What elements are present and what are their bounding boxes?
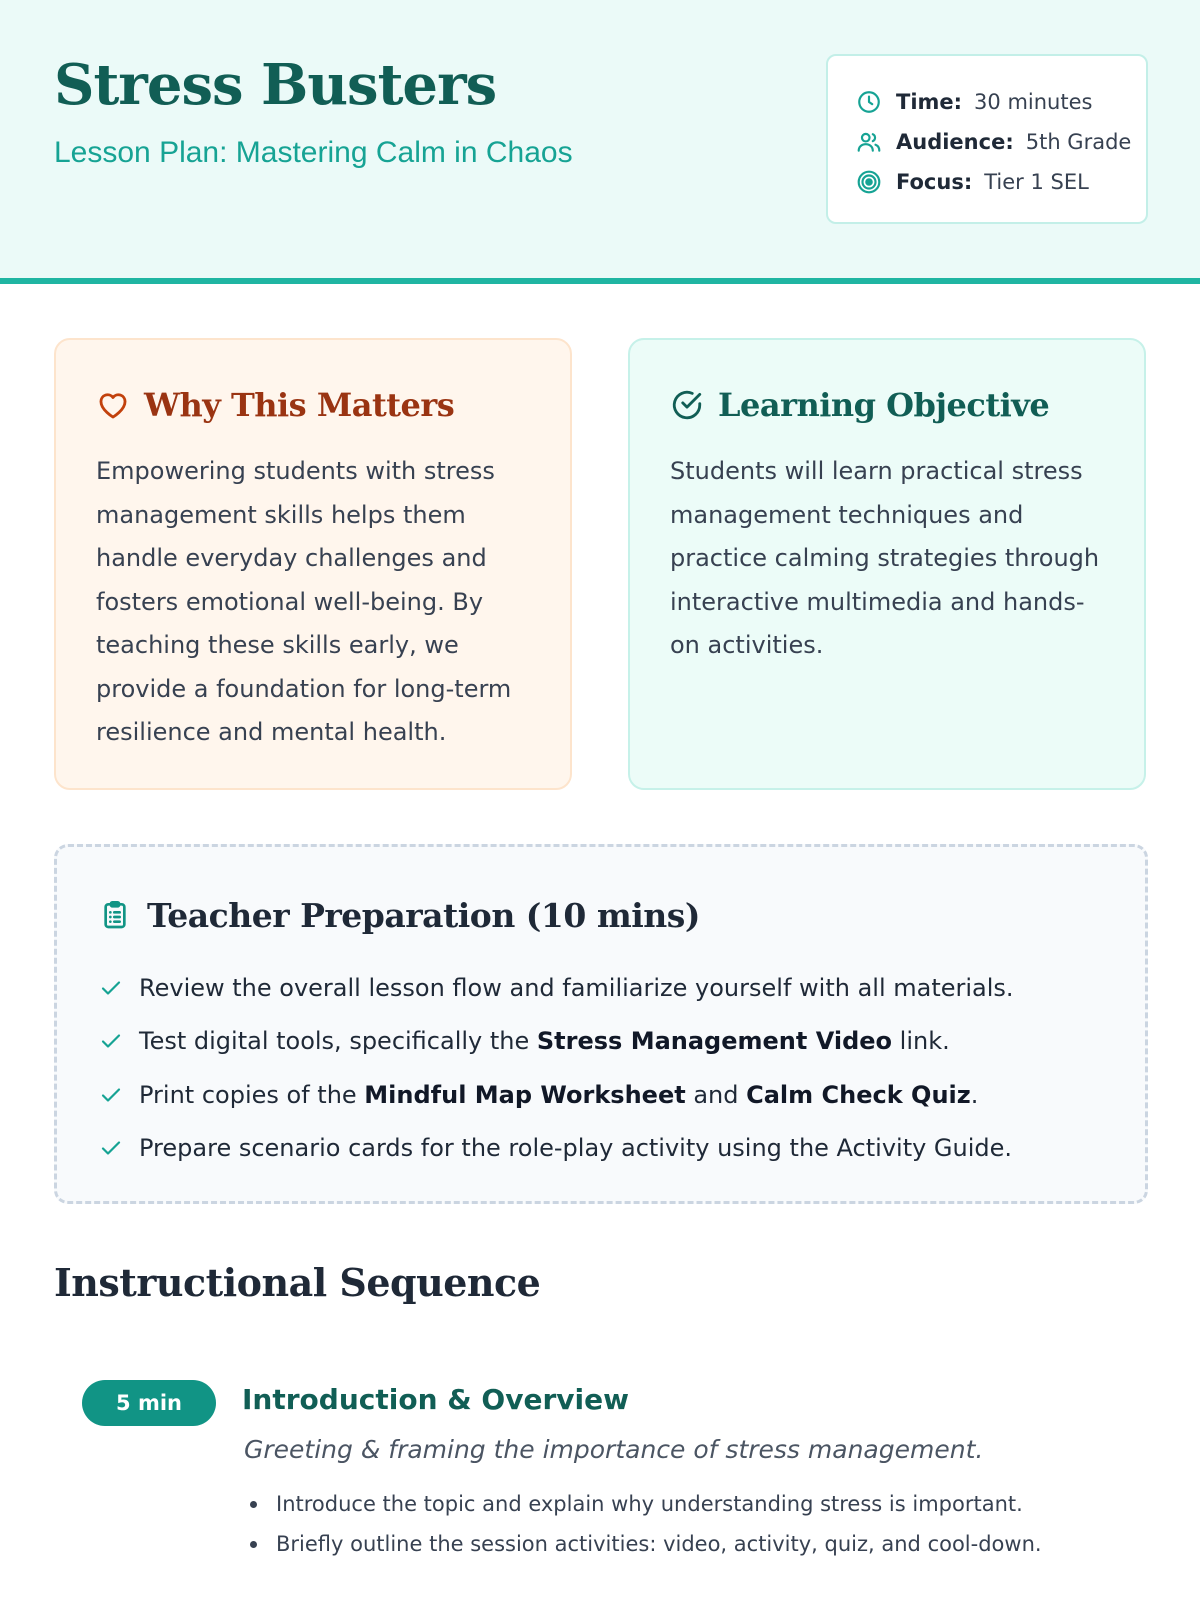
why-card-body: Empowering students with stress management skills helps them handle everyday challenges and fosters emotional well-being. By teaching these skills early, we provide a foundation for long-term resilience and mental health. [96,457,512,746]
objective-card-body: Students will learn practical stress management techniques and practice calming strategies through interactive multimedia and hands-on activities. [670,457,1100,659]
lesson-meta-box [826,54,1148,224]
meta-time-label: Time: [896,90,963,114]
quiz-name: Calm Check Quiz [746,1080,971,1109]
why-card-title: Why This Matters [144,386,455,424]
clipboard-icon [99,899,131,931]
prep-item [99,1122,1145,1176]
prep-item-text: Test digital tools, specifically the Stress Management Video link. [139,1027,950,1056]
step-bullet-list [248,1484,1042,1564]
meta-focus [856,162,1146,202]
page-title: Stress Busters [54,52,497,118]
objective-card-title: Learning Objective [718,386,1050,424]
stress-video-link-text: Stress Management Video [536,1027,893,1056]
check-circle-icon [670,388,704,422]
users-icon [856,129,882,155]
why-this-matters-card [54,338,572,790]
meta-time-value: 30 minutes [974,90,1093,114]
prep-item [99,1068,1145,1122]
prep-item [99,961,1145,1015]
objective-card-header [670,380,1104,430]
prep-item-text: Review the overall lesson flow and familiarize yourself with all materials. [139,973,1014,1002]
teacher-preparation-box [54,844,1148,1204]
target-icon [856,169,882,195]
meta-focus-label: Focus: [896,170,973,194]
check-icon [99,1083,123,1107]
why-card-header [96,380,530,430]
lesson-header [0,0,1200,284]
meta-audience-value: 5th Grade [1025,130,1132,154]
prep-item-text: Prepare scenario cards for the role-play activity using the Activity Guide. [139,1134,1013,1163]
meta-audience [856,122,1146,162]
step-bullet: Introduce the topic and explain why understanding stress is important. [248,1484,1042,1524]
meta-time [856,82,1146,122]
step-description: Greeting & framing the importance of stress management. [244,1435,984,1464]
instructional-sequence-title: Instructional Sequence [54,1260,541,1305]
prep-item-text: Print copies of the Mindful Map Worksheet and Calm Check Quiz. [139,1080,979,1109]
prep-title: Teacher Preparation (10 mins) [147,895,700,935]
prep-item [99,1015,1145,1069]
meta-focus-value: Tier 1 SEL [984,170,1089,194]
step-bullet: Briefly outline the session activities: video, activity, quiz, and cool-down. [248,1524,1042,1564]
worksheet-name: Mindful Map Worksheet [364,1080,686,1109]
check-icon [99,1136,123,1160]
clock-icon [856,89,882,115]
check-icon [99,1029,123,1053]
page-subtitle: Lesson Plan: Mastering Calm in Chaos [54,136,573,169]
prep-checklist [99,961,1145,1175]
learning-objective-card [628,338,1146,790]
step-duration-badge: 5 min [82,1380,216,1426]
heart-icon [96,388,130,422]
step-title: Introduction & Overview [242,1383,629,1416]
prep-header [99,891,1145,939]
check-icon [99,976,123,1000]
meta-audience-label: Audience: [896,130,1014,154]
